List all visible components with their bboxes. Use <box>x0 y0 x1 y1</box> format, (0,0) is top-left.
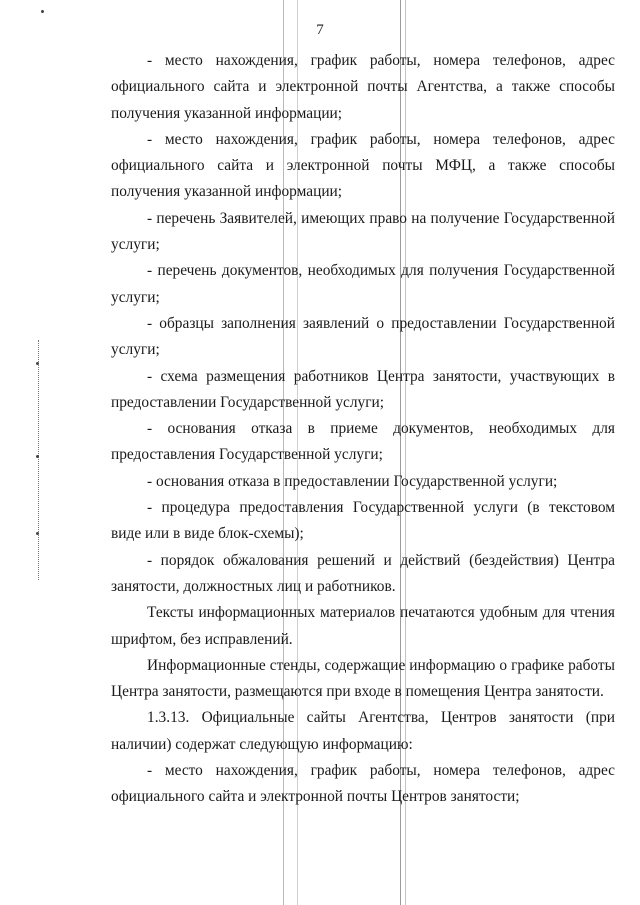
list-item: - порядок обжалования решений и действий (бездействия) Центра занятости, должностных лиц и работников. <box>111 551 615 595</box>
list-item: - перечень документов, необходимых для получения Государственной услуги; <box>111 262 615 306</box>
page-number: 7 <box>316 22 324 38</box>
scan-artifact-dot <box>36 455 39 458</box>
list-item: - перечень Заявителей, имеющих право на получение Государственной услуги; <box>111 209 615 254</box>
list-item: - основания отказа в приеме документов, необходимых для предоставления Государственной услуги; <box>111 420 615 464</box>
list-item: - образцы заполнения заявлений о предоставлении Государственной услуги; <box>111 314 615 359</box>
list-item: - место нахождения, график работы, номера телефонов, адрес официального сайта и электронной почты МФЦ, а также способы получения указанной информации; <box>111 130 615 201</box>
list-item: - место нахождения, график работы, номера телефонов, адрес официального сайта и электронной почты Агентства, а также способы получения указанной информации; <box>111 52 615 122</box>
body-paragraph: Тексты информационных материалов печатаются удобным для чтения шрифтом, без исправлений. <box>111 604 615 648</box>
list-item: - процедура предоставления Государственной услуги (в текстовом виде или в виде блок-схемы); <box>111 499 615 543</box>
scan-artifact-dot <box>36 362 39 365</box>
scan-artifact-line <box>38 340 39 580</box>
list-item: - схема размещения работников Центра занятости, участвующих в предоставлении Государственной услуги; <box>111 367 615 411</box>
section-paragraph: 1.3.13. Официальные сайты Агентства, Центров занятости (при наличии) содержат следующую информацию: <box>111 709 615 753</box>
list-item: - основания отказа в предоставлении Государственной услуги; <box>147 472 558 490</box>
scan-artifact-dot <box>36 532 39 535</box>
body-paragraph: Информационные стенды, содержащие информацию о графике работы Центра занятости, размещаются при входе в помещения Центра занятости. <box>111 656 615 701</box>
scan-artifact-dot <box>41 10 44 13</box>
list-item: - место нахождения, график работы, номера телефонов, адрес официального сайта и электронной почты Центров занятости; <box>111 762 615 806</box>
page-body <box>111 48 615 811</box>
